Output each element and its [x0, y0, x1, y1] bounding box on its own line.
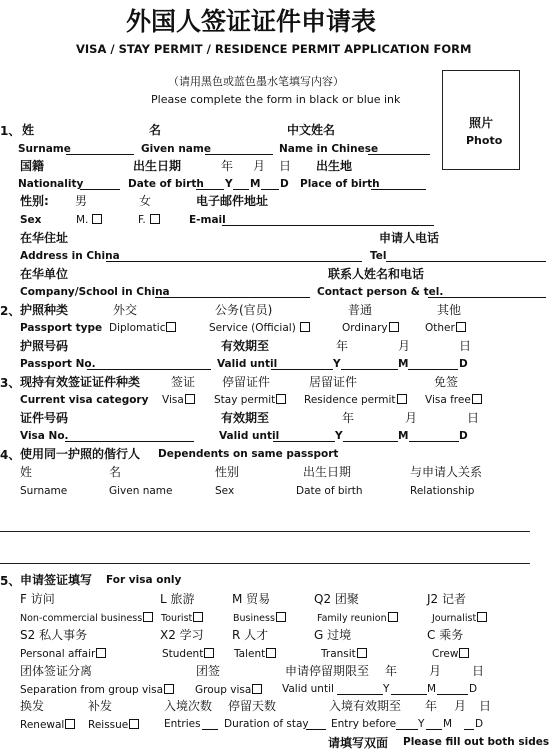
residence-permit-checkbox[interactable] [397, 394, 407, 404]
entries-label-cn: 入境次数 [164, 699, 213, 713]
visa-m-label-cn: M 贸易 [232, 592, 271, 606]
given-name-label: Given name [141, 143, 211, 155]
tel-label: Tel [370, 250, 387, 262]
group-separation-checkbox[interactable] [164, 684, 174, 694]
passport-type-label-cn: 护照种类 [20, 303, 69, 317]
group-visa-label-cn: 团签 [196, 664, 221, 678]
entry-before-m: M [443, 718, 453, 730]
entry-before-field-pre[interactable] [396, 729, 418, 730]
visa-option[interactable] [162, 394, 195, 406]
group-separation-option[interactable] [20, 684, 174, 696]
dob-m-label: M [250, 178, 261, 190]
diplomatic-label-cn: 外交 [113, 303, 138, 317]
dependent-relation-cn: 与申请人关系 [410, 465, 483, 479]
entry-before-year-field[interactable] [426, 729, 442, 730]
nationality-field[interactable] [80, 189, 120, 190]
visa-q2-checkbox[interactable] [388, 612, 398, 622]
reissue-checkbox[interactable] [129, 719, 139, 729]
group-separation-option-label: Separation from group visa [20, 684, 164, 696]
female-option[interactable] [138, 214, 160, 226]
visa-free-checkbox[interactable] [472, 394, 482, 404]
year-label-cn: 年 [221, 159, 234, 173]
stay-permit-option-label: Stay permit [214, 394, 276, 406]
visa-category-label: Current visa category [20, 394, 149, 406]
month-label-cn: 月 [398, 339, 411, 353]
day-label-cn: 日 [459, 339, 472, 353]
form-title: 外国人签证证件申请表 [126, 7, 377, 36]
diplomatic-checkbox[interactable] [166, 322, 176, 332]
service-option-label: Service (Official) [209, 322, 296, 334]
month-label-cn: 月 [405, 411, 418, 425]
ordinary-label-cn: 普通 [348, 303, 373, 317]
other-option-label: Other [425, 322, 455, 334]
visa-valid-label: Valid until [219, 430, 280, 442]
email-field[interactable] [222, 225, 434, 226]
visa-checkbox[interactable] [185, 394, 195, 404]
stay-valid-month-field[interactable] [437, 694, 468, 695]
section-number: 3、 [0, 376, 21, 390]
group-visa-option-label: Group visa [195, 684, 252, 696]
dependent-dob-header: Date of birth [296, 485, 363, 497]
passport-valid-label-cn: 有效期至 [221, 339, 270, 353]
company-field[interactable] [155, 297, 310, 298]
day-label-cn: 日 [472, 664, 485, 678]
visa-no-label: Visa No. [20, 430, 69, 442]
visa-s2-option-label: Personal affair [20, 648, 96, 660]
dependent-sex-header: Sex [215, 485, 235, 497]
visa-valid-year-field[interactable] [343, 441, 398, 442]
visa-r-option-label: Talent [234, 648, 266, 660]
dependents-title-cn: 使用同一护照的偕行人 [20, 447, 141, 461]
service-label-cn: 公务(官员) [215, 303, 273, 317]
passport-valid-d: D [459, 358, 468, 370]
visa-section-title-cn: 申请签证填写 [20, 573, 93, 587]
group-separation-label-cn: 团体签证分离 [20, 664, 93, 678]
reissue-option[interactable] [88, 719, 139, 731]
section-number: 5、 [0, 574, 21, 588]
contact-label-cn: 联系人姓名和电话 [328, 267, 425, 281]
female-checkbox[interactable] [150, 214, 160, 224]
passport-valid-y: Y [333, 358, 341, 370]
visa-f-option[interactable] [20, 612, 153, 624]
dependent-relation-header: Relationship [410, 485, 475, 497]
visa-l-option-label: Tourist [161, 613, 193, 624]
male-option[interactable] [76, 214, 102, 226]
visa-j2-option[interactable] [432, 612, 487, 624]
renewal-option-label: Renewal [20, 719, 65, 731]
visa-m-checkbox[interactable] [276, 612, 286, 622]
stay-valid-field-pre[interactable] [337, 694, 383, 695]
visa-valid-field-pre[interactable] [273, 441, 335, 442]
reissue-label-cn: 补发 [88, 699, 113, 713]
visa-no-label-cn: 证件号码 [20, 411, 69, 425]
female-option-label: F. [138, 214, 146, 226]
visa-x2-label-cn: X2 学习 [160, 628, 204, 642]
renewal-label-cn: 换发 [20, 699, 45, 713]
dob-day-field[interactable] [261, 189, 279, 190]
visa-r-option[interactable] [234, 648, 276, 660]
year-label-cn: 年 [342, 411, 355, 425]
dependent-sex-cn: 性别 [215, 465, 240, 479]
visa-section-title: For visa only [106, 574, 182, 586]
service-checkbox[interactable] [300, 322, 310, 332]
sex-label-cn: 性别: [20, 194, 49, 208]
male-checkbox[interactable] [92, 214, 102, 224]
passport-no-field[interactable] [87, 369, 211, 370]
passport-valid-year-field[interactable] [341, 369, 398, 370]
visa-s2-label-cn: S2 私人事务 [20, 628, 88, 642]
passport-valid-label: Valid until [217, 358, 278, 370]
footer-note: Please fill out both sides [403, 736, 550, 748]
dependent-given-header: Given name [109, 485, 173, 497]
stay-valid-year-field[interactable] [391, 694, 427, 695]
given-name-field[interactable] [205, 154, 273, 155]
visa-valid-d: D [459, 430, 468, 442]
month-label-cn: 月 [253, 159, 266, 173]
duration-label: Duration of stay [224, 718, 309, 730]
dob-label-cn: 出生日期 [133, 159, 182, 173]
dependent-row-line[interactable] [0, 563, 530, 564]
pob-field[interactable] [371, 189, 426, 190]
visa-g-option[interactable] [321, 648, 367, 660]
chinese-name-label: Name in Chinese [279, 143, 379, 155]
passport-valid-m: M [398, 358, 409, 370]
pob-label: Place of birth [300, 178, 380, 190]
visa-j2-option-label: Journalist [432, 613, 477, 624]
other-label-cn: 其他 [437, 303, 462, 317]
entry-before-label: Entry before [331, 718, 397, 730]
passport-no-label-cn: 护照号码 [20, 339, 69, 353]
address-label-cn: 在华住址 [20, 231, 69, 245]
day-label-cn: 日 [467, 411, 480, 425]
month-label-cn: 月 [429, 664, 442, 678]
photo-label-en: Photo [466, 134, 503, 147]
company-label-cn: 在华单位 [20, 267, 69, 281]
visa-x2-checkbox[interactable] [204, 648, 214, 658]
company-label: Company/School in China [20, 286, 170, 298]
ordinary-option[interactable] [342, 322, 399, 334]
visa-f-label-cn: F 访问 [20, 592, 55, 606]
visa-l-checkbox[interactable] [193, 612, 203, 622]
surname-label-cn: 姓 [22, 123, 35, 137]
year-label-cn: 年 [425, 699, 438, 713]
ordinary-option-label: Ordinary [342, 322, 388, 334]
visa-free-option-label: Visa free [425, 394, 471, 406]
day-label-cn: 日 [279, 159, 292, 173]
diplomatic-option[interactable] [109, 322, 176, 334]
month-label-cn: 月 [454, 699, 467, 713]
service-option[interactable] [209, 322, 310, 334]
duration-field[interactable] [306, 729, 326, 730]
group-visa-option[interactable] [195, 684, 262, 696]
dependent-given-cn: 名 [109, 465, 122, 479]
visa-q2-label-cn: Q2 团聚 [314, 592, 359, 606]
visa-g-option-label: Transit [321, 648, 356, 660]
dob-label: Date of birth [128, 178, 204, 190]
instruction-cn: （请用黑色或蓝色墨水笔填写内容） [168, 75, 344, 88]
dependent-dob-cn: 出生日期 [303, 465, 352, 479]
dependent-surname-header: Surname [20, 485, 68, 497]
contact-field[interactable] [428, 297, 546, 298]
stay-valid-label: Valid until [282, 683, 334, 695]
visa-valid-month-field[interactable] [409, 441, 459, 442]
dob-month-field[interactable] [233, 189, 249, 190]
renewal-option[interactable] [20, 719, 75, 731]
visa-g-label-cn: G 过境 [314, 628, 352, 642]
section-number: 1、 [0, 124, 21, 138]
group-visa-checkbox[interactable] [252, 684, 262, 694]
address-label: Address in China [20, 250, 120, 262]
male-label-cn: 男 [75, 194, 88, 208]
visa-valid-label-cn: 有效期至 [221, 411, 270, 425]
ordinary-checkbox[interactable] [389, 322, 399, 332]
contact-label: Contact person & tel. [317, 286, 444, 298]
residence-permit-label-cn: 居留证件 [309, 375, 358, 389]
other-option[interactable] [425, 322, 466, 334]
year-label-cn: 年 [336, 339, 349, 353]
surname-label: Surname [18, 143, 71, 155]
visa-r-checkbox[interactable] [266, 648, 276, 658]
nationality-label-cn: 国籍 [20, 159, 45, 173]
visa-x2-option[interactable] [162, 648, 214, 660]
visa-c-label-cn: C 乘务 [427, 628, 464, 642]
tel-field[interactable] [386, 261, 546, 262]
section-number: 4、 [0, 448, 21, 462]
passport-type-label: Passport type [20, 322, 103, 334]
form-subtitle: VISA / STAY PERMIT / RESIDENCE PERMIT APPLICATION FORM [76, 42, 472, 56]
visa-q2-option[interactable] [317, 612, 398, 624]
sex-label: Sex [20, 214, 42, 226]
stay-limit-label-cn: 申请停留期限至 [285, 664, 370, 678]
chinese-name-field[interactable] [368, 154, 430, 155]
visa-no-field[interactable] [65, 441, 194, 442]
visa-r-label-cn: R 人才 [232, 628, 269, 642]
renewal-checkbox[interactable] [65, 719, 75, 729]
visa-s2-checkbox[interactable] [96, 648, 106, 658]
visa-f-checkbox[interactable] [143, 612, 153, 622]
visa-m-option[interactable] [233, 612, 286, 624]
residence-permit-option[interactable] [304, 394, 407, 406]
dob-year-field[interactable] [196, 189, 224, 190]
visa-c-option-label: Crew [432, 648, 459, 660]
nationality-label: Nationality [18, 178, 84, 190]
visa-l-option[interactable] [161, 612, 203, 624]
surname-field[interactable] [66, 154, 134, 155]
visa-j2-checkbox[interactable] [477, 612, 487, 622]
stay-permit-option[interactable] [214, 394, 286, 406]
visa-l-label-cn: L 旅游 [160, 592, 195, 606]
email-label-cn: 电子邮件地址 [196, 194, 269, 208]
entry-before-y: Y [418, 718, 425, 730]
stay-permit-label-cn: 停留证件 [222, 375, 271, 389]
given-name-label-cn: 名 [149, 123, 162, 137]
visa-free-label-cn: 免签 [434, 375, 459, 389]
year-label-cn: 年 [385, 664, 398, 678]
passport-no-label: Passport No. [20, 358, 96, 370]
dependent-surname-cn: 姓 [20, 465, 33, 479]
visa-valid-m: M [398, 430, 409, 442]
visa-label-cn: 签证 [171, 375, 196, 389]
entries-label: Entries [164, 718, 201, 730]
visa-category-label-cn: 现持有效签证证件种类 [20, 375, 141, 389]
day-label-cn: 日 [479, 699, 492, 713]
visa-q2-option-label: Family reunion [317, 613, 387, 624]
visa-m-option-label: Business [233, 613, 275, 624]
visa-option-label: Visa [162, 394, 184, 406]
pob-label-cn: 出生地 [316, 159, 353, 173]
visa-j2-label-cn: J2 记者 [427, 592, 466, 606]
stay-valid-m: M [427, 683, 437, 695]
visa-valid-y: Y [335, 430, 343, 442]
diplomatic-option-label: Diplomatic [109, 322, 166, 334]
entry-before-month-field[interactable] [464, 729, 474, 730]
visa-f-option-label: Non-commercial business [20, 613, 143, 624]
other-checkbox[interactable] [456, 322, 466, 332]
visa-s2-option[interactable] [20, 648, 106, 660]
photo-label-cn: 照片 [469, 116, 494, 130]
entries-field[interactable] [202, 729, 218, 730]
duration-label-cn: 停留天数 [228, 699, 277, 713]
residence-permit-option-label: Residence permit [304, 394, 396, 406]
dependents-title: Dependents on same passport [158, 448, 339, 460]
reissue-option-label: Reissue [88, 719, 129, 731]
visa-c-option[interactable] [432, 648, 469, 660]
passport-valid-month-field[interactable] [408, 369, 458, 370]
tel-label-cn: 申请人电话 [379, 231, 440, 245]
entry-before-d: D [475, 718, 484, 730]
male-option-label: M. [76, 214, 89, 226]
female-label-cn: 女 [139, 194, 152, 208]
visa-g-checkbox[interactable] [357, 648, 367, 658]
passport-valid-field-pre[interactable] [271, 369, 333, 370]
address-field[interactable] [106, 261, 362, 262]
visa-x2-option-label: Student [162, 648, 204, 660]
visa-free-option[interactable] [425, 394, 482, 406]
visa-c-checkbox[interactable] [459, 648, 469, 658]
stay-valid-y: Y [383, 683, 390, 695]
dob-y-label: Y [225, 178, 233, 190]
email-label: E-mail [189, 214, 226, 226]
stay-valid-d: D [469, 683, 478, 695]
dob-d-label: D [280, 178, 289, 190]
instruction-en: Please complete the form in black or blue ink [151, 93, 401, 106]
stay-permit-checkbox[interactable] [276, 394, 286, 404]
chinese-name-label-cn: 中文姓名 [287, 123, 336, 137]
entry-before-label-cn: 入境有效期至 [329, 699, 402, 713]
footer-note-cn: 请填写双面 [328, 736, 389, 750]
section-number: 2、 [0, 304, 21, 318]
dependent-row-line[interactable] [0, 531, 530, 532]
